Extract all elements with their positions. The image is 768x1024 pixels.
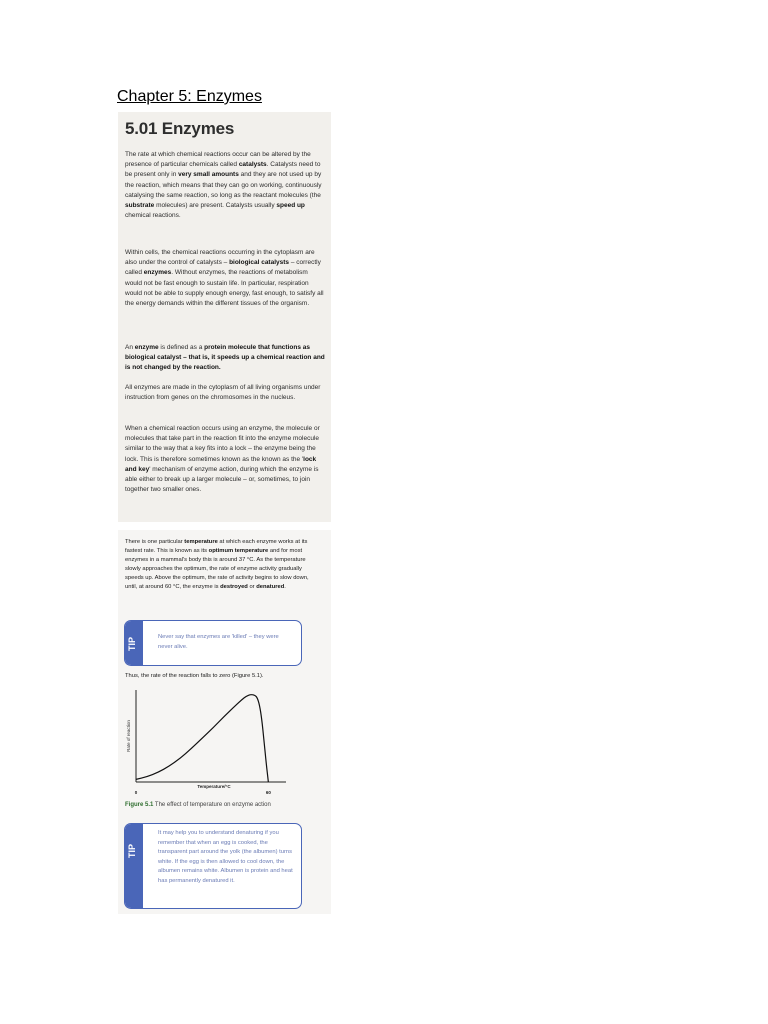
bold-term: substrate [125,202,155,210]
text-run: at which each enzyme works at its fastest rate. This is known as its [125,539,308,555]
text-run: . Catalysts need to be present only in [125,161,321,179]
text-run: molecules) are present. Catalysts usually [154,202,277,210]
bold-term: enzymes [143,269,172,277]
text-run: There is one particular [125,539,185,545]
text-run: or [247,584,257,591]
figure-temperature-chart [118,686,318,798]
x-tick-label: 60 [265,790,271,795]
bold-term: enzyme [134,344,159,351]
paragraph-cytoplasm [125,383,325,403]
figure-caption-text: The effect of temperature on enzyme action [153,802,271,808]
text-run: When a chemical reaction occurs using an enzyme, the molecule or molecules that take part in the reaction fit into the enzyme molecule similar to the way that a key fits into a lock – the enzyme being the lock. This is therefore sometimes known as the known as the ' [125,425,320,463]
paragraph-definition [125,343,325,374]
bold-term: biological catalysts [229,259,290,267]
x-tick-label: 0 [134,790,138,795]
chart-plot [126,690,286,795]
text-run: is defined as a [158,344,205,351]
x-axis-label: Temperature/°C [197,784,231,789]
figure-caption [125,802,271,808]
tip-text-denaturing: It may help you to understand denaturing if you remember that when an egg is cooked, the transparent part around the yolk (the albumen) turns white. If the egg is then allowed to cool down, the albumen remains white. Albumen is protein and heat has permanently denatured it. [158,830,293,884]
text-run: Within cells, the chemical reactions occurring in the cytoplasm are also under the control of catalysts – [125,249,315,267]
text-run: chemical reactions. [125,212,181,220]
bold-term: lock and key [125,455,317,473]
tip-text-killed: Never say that enzymes are 'killed' – they were never alive. [158,634,279,650]
bold-term: very small amounts [178,171,239,179]
text-run: All enzymes are made in the cytoplasm of all living organisms under instruction from genes on the chromosomes in the nucleus. [125,384,321,402]
bold-term: destroyed [220,584,248,591]
paragraph-catalysts [125,150,325,221]
text-run: Thus, the rate of the reaction falls to zero (Figure 5.1). [125,673,264,679]
figure-label: Figure 5.1 [125,802,154,808]
series-line [136,695,268,782]
bold-term: speed up [276,202,305,210]
text-run: and for most enzymes in a mammal's body this is around 37 °C. As the temperature slowly approaches the optimum, the rate of enzyme activity gradually speeds up. Above the optimum, the rate of activity begins to slow down, until, at around 60 °C, the enzyme is [125,548,309,591]
tip-label: TIP [127,843,137,858]
paragraph-rate-zero [125,672,325,681]
tip-strip [125,824,143,908]
text-run: and they are not used up by the reaction, which means that they can go on working, continuously catalysing the same reaction, so long as the reactant molecules (the [125,171,322,199]
tip-label: TIP [127,636,137,651]
paragraph-temperature [125,538,321,593]
bold-term: protein molecule that functions as biological catalyst – that is, it speeds up a chemical reaction and is not changed by the reaction. [125,344,325,372]
bold-term: optimum temperature [208,548,269,555]
text-run: . Without enzymes, the reactions of metabolism would not be fast enough to sustain life. In particular, respiration would not be able to supply enough energy, fast enough, to satisfy all the energy demands within the different tissues of the organism. [125,269,324,308]
paragraph-enzymes [125,248,325,309]
text-run: An [125,344,135,351]
tip-box-killed [124,620,302,666]
text-run: – correctly called [125,259,321,277]
text-run: ' mechanism of enzyme action, during which the enzyme is able either to break up a larger molecule – or, sometimes, to join together two smaller ones. [125,465,319,494]
chapter-title: Chapter 5: Enzymes [117,88,262,105]
text-run: The rate at which chemical reactions occur can be altered by the presence of particular chemicals called [125,151,311,169]
text-run: . [284,584,286,591]
bold-term: denatured [256,584,285,591]
bold-term: temperature [184,539,218,545]
section-title: 5.01 Enzymes [125,119,235,138]
paragraph-lock-and-key [125,424,325,495]
tip-box-denaturing [124,823,302,909]
y-axis-label: Rate of reaction [126,720,131,752]
bold-term: catalysts [238,161,267,169]
